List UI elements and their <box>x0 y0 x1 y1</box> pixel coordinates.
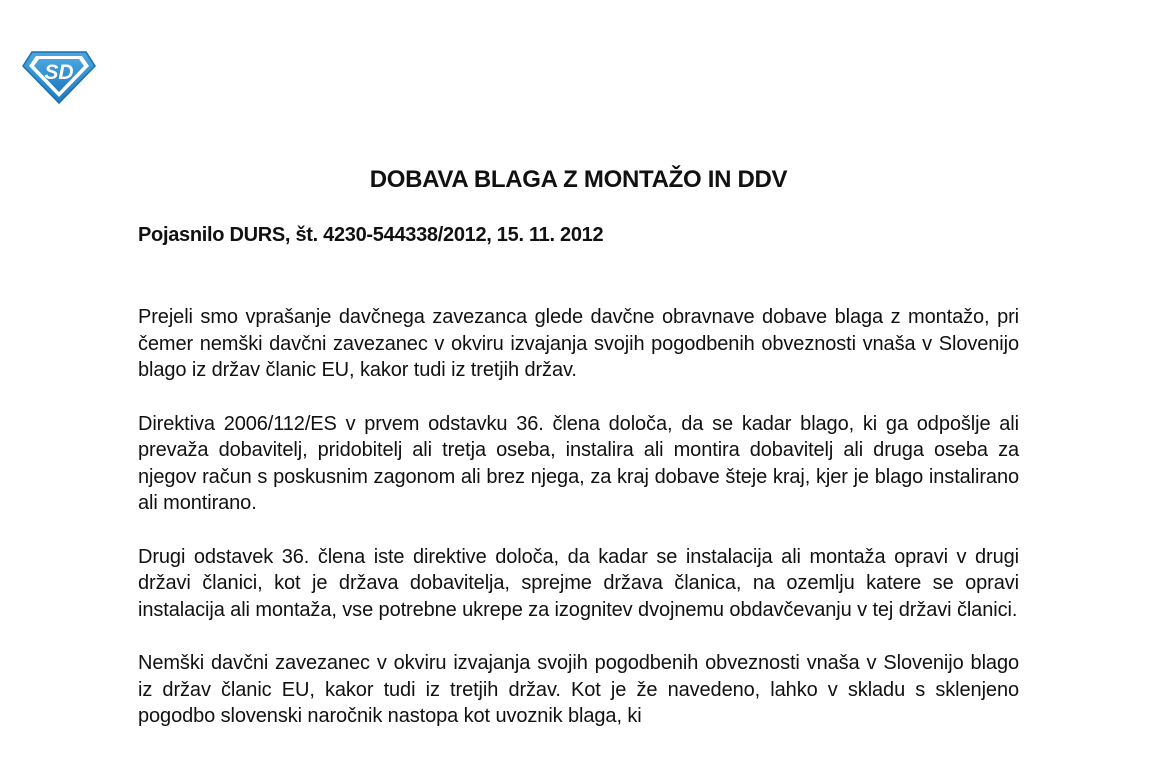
document-body <box>138 304 1019 757</box>
sd-shield-logo-icon <box>22 50 96 104</box>
document-title: DOBAVA BLAGA Z MONTAŽO IN DDV <box>369 166 788 193</box>
sd-logo <box>22 50 96 104</box>
document-subtitle: Pojasnilo DURS, št. 4230-544338/2012, 15. 11. 2012 <box>138 224 604 246</box>
paragraph: Direktiva 2006/112/ES v prvem odstavku 36. člena določa, da se kadar blago, ki ga odpošlje ali prevaža dobavitelj, pridobitelj ali tretja oseba, instalira ali montira dobavitelj ali druga oseba za njegov račun s poskusnim zagonom ali brez njega, za kraj dobave šteje kraj, kjer je blago instalirano ali montirano. <box>138 412 1019 514</box>
paragraph: Prejeli smo vprašanje davčnega zavezanca glede davčne obravnave dobave blaga z montažo, pri čemer nemški davčni zavezanec v okviru izvajanja svojih pogodbenih obveznosti vnaša v Slovenijo blago iz držav članic EU, kakor tudi iz tretjih držav. <box>138 306 1019 381</box>
logo-text: SD <box>44 61 74 84</box>
paragraph: Drugi odstavek 36. člena iste direktive določa, da kadar se instalacija ali montaža opravi v drugi državi članici, kot je država dobavitelja, sprejme država članica, na ozemlju katere se opravi instalacija ali montaža, vse potrebne ukrepe za izognitev dvojnemu obdavčevanju v tej državi članici. <box>138 545 1019 621</box>
paragraph: Nemški davčni zavezanec v okviru izvajanja svojih pogodbenih obveznosti vnaša v Slovenijo blago iz držav članic EU, kakor tudi iz tretjih držav. Kot je že navedeno, lahko v skladu s sklenjeno pogodbo slovenski naročnik nastopa kot uvoznik blaga, ki <box>138 652 1019 727</box>
